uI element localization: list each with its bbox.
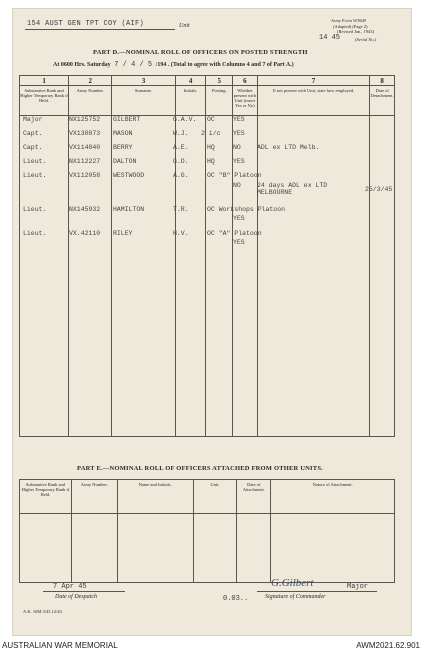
row-7-number: VX.42110 xyxy=(69,230,101,237)
row-1-surname: GILBERT xyxy=(113,116,141,123)
e-header-date: Date of Attachment. xyxy=(237,480,271,514)
col-num-6: 6 xyxy=(233,76,258,86)
row-5-posting: OC "B" Platoon xyxy=(207,172,262,179)
form-number: Army Form W3008 xyxy=(331,18,366,23)
archive-footer xyxy=(0,639,424,653)
header-rank: Substantive Rank and Higher Temporary Rank if Held. xyxy=(20,86,69,116)
row-2-present: YES xyxy=(233,130,245,137)
row-4-present: YES xyxy=(233,158,245,165)
col-num-3: 3 xyxy=(112,76,176,86)
handwritten-date: 7 / 4 / 5 xyxy=(114,61,153,69)
row-6-initials: T.R. xyxy=(173,206,189,213)
year-suffix: /194 xyxy=(155,62,167,68)
row-1-posting: OC xyxy=(207,116,215,123)
form-sheet xyxy=(12,8,412,636)
signature-underline xyxy=(257,591,377,592)
unit-name: 154 AUST GEN TPT COY (AIF) xyxy=(27,20,145,28)
part-e-header-row xyxy=(20,480,395,514)
row-4-surname: DALTON xyxy=(113,158,137,165)
row-7-posting: OC "A" Platoon xyxy=(207,230,262,237)
header-initials: Initials. xyxy=(175,86,206,116)
header-army-number: Army Number. xyxy=(69,86,112,116)
footer-accession: AWM2021.62.901 xyxy=(356,641,420,650)
row-2-posting: 2 i/c xyxy=(201,130,221,137)
unit-underline xyxy=(25,29,175,30)
row-6-number: NX145932 xyxy=(69,206,101,213)
header-detachment-date: Date of Detachment. xyxy=(370,86,395,116)
form-adapted: (Adapted) (Page 2) xyxy=(333,24,368,29)
row-2-number: VX130073 xyxy=(69,130,101,137)
e-header-rank: Substantive Rank and Higher Temporary Rank if Held. xyxy=(20,480,72,514)
row-5-employed: 24 days ADL ex LTD MELBOURNE xyxy=(257,182,328,196)
column-header-row xyxy=(20,86,395,116)
row-6-present: YES xyxy=(233,215,245,222)
row-6-surname: HAMILTON xyxy=(113,206,145,213)
row-5-present: NO xyxy=(233,182,241,189)
part-d-date-line xyxy=(53,61,294,69)
form-revised: (Revised Jan., 1943) xyxy=(337,29,374,34)
col-num-7: 7 xyxy=(257,76,370,86)
row-5-number: VX112058 xyxy=(69,172,101,179)
row-7-initials: H.V. xyxy=(173,230,189,237)
row-3-employed: ADL ex LTD Melb. xyxy=(257,144,320,151)
despatch-label: Date of Despatch xyxy=(55,594,97,600)
row-5-surname: WESTWOOD xyxy=(113,172,145,179)
col-num-1: 1 xyxy=(20,76,69,86)
part-e-body xyxy=(20,514,395,583)
header-present: Whether present with Unit (insert Yes or No) xyxy=(233,86,258,116)
row-7-present: YES xyxy=(233,239,245,246)
part-e-title: PART E.—NOMINAL ROLL OF OFFICERS ATTACHED FROM OTHER UNITS. xyxy=(77,465,323,472)
row-3-rank: Capt. xyxy=(23,144,43,151)
row-2-rank: Capt. xyxy=(23,130,43,137)
row-2-initials: W.J. xyxy=(173,130,189,137)
row-1-initials: G.A.V. xyxy=(173,116,197,123)
header-posting: Posting. xyxy=(206,86,233,116)
row-5-rank: Lieut. xyxy=(23,172,47,179)
row-7-surname: RILEY xyxy=(113,230,133,237)
e-header-name: Name and Initials. xyxy=(117,480,193,514)
e-header-army-number: Army Number. xyxy=(71,480,117,514)
row-3-surname: BERRY xyxy=(113,144,133,151)
row-3-present: NO xyxy=(233,144,241,151)
unit-label: Unit xyxy=(179,23,190,29)
row-5-initials: A.G. xyxy=(173,172,189,179)
column-number-row xyxy=(20,76,395,86)
row-3-posting: HQ xyxy=(207,144,215,151)
signature-label: Signature of Commander xyxy=(265,594,326,600)
serial-label: (Serial No.) xyxy=(355,37,377,42)
row-7-rank: Lieut. xyxy=(23,230,47,237)
commander-rank: Major xyxy=(347,583,369,591)
row-2-surname: MASON xyxy=(113,130,133,137)
col-num-8: 8 xyxy=(370,76,395,86)
part-e-table xyxy=(19,479,395,583)
row-4-number: NX112227 xyxy=(69,158,101,165)
row-3-number: VX114040 xyxy=(69,144,101,151)
despatch-underline xyxy=(43,591,125,592)
e-header-nature: Nature of Attachment. xyxy=(271,480,395,514)
col-num-5: 5 xyxy=(206,76,233,86)
despatch-date: 7 Apr 45 xyxy=(53,583,87,591)
part-d-title: PART D.—NOMINAL ROLL OF OFFICERS ON POSTED STRENGTH xyxy=(93,49,308,56)
header-employed: If not present with Unit, state how employed. xyxy=(257,86,370,116)
col-num-2: 2 xyxy=(69,76,112,86)
row-6-posting: OC Workshops Platoon xyxy=(207,206,286,213)
row-4-rank: Lieut. xyxy=(23,158,47,165)
row-3-initials: A.E. xyxy=(173,144,189,151)
row-1-present: YES xyxy=(233,116,245,123)
office-code: 0.03.. xyxy=(223,595,249,603)
row-6-rank: Lieut. xyxy=(23,206,47,213)
footer-institution: AUSTRALIAN WAR MEMORIAL xyxy=(2,641,118,650)
row-1-number: NX125752 xyxy=(69,116,101,123)
at-prefix: At 0600 Hrs. Saturday xyxy=(53,62,111,68)
row-5-date: 25/3/45 xyxy=(365,186,393,193)
col-num-4: 4 xyxy=(175,76,206,86)
header-surname: Surname. xyxy=(112,86,176,116)
row-4-posting: HQ xyxy=(207,158,215,165)
e-header-unit: Unit. xyxy=(193,480,237,514)
serial-number: 14 45 xyxy=(319,34,341,42)
at-suffix: . (Total to agree with Columns 4 and 7 of Part A.) xyxy=(167,62,294,68)
commander-signature: G.Gilbert xyxy=(271,577,314,589)
row-1-rank: Major xyxy=(23,116,43,123)
print-reference: A.K. 10M 3/43 12/43 xyxy=(23,609,62,614)
row-4-initials: G.D. xyxy=(173,158,189,165)
